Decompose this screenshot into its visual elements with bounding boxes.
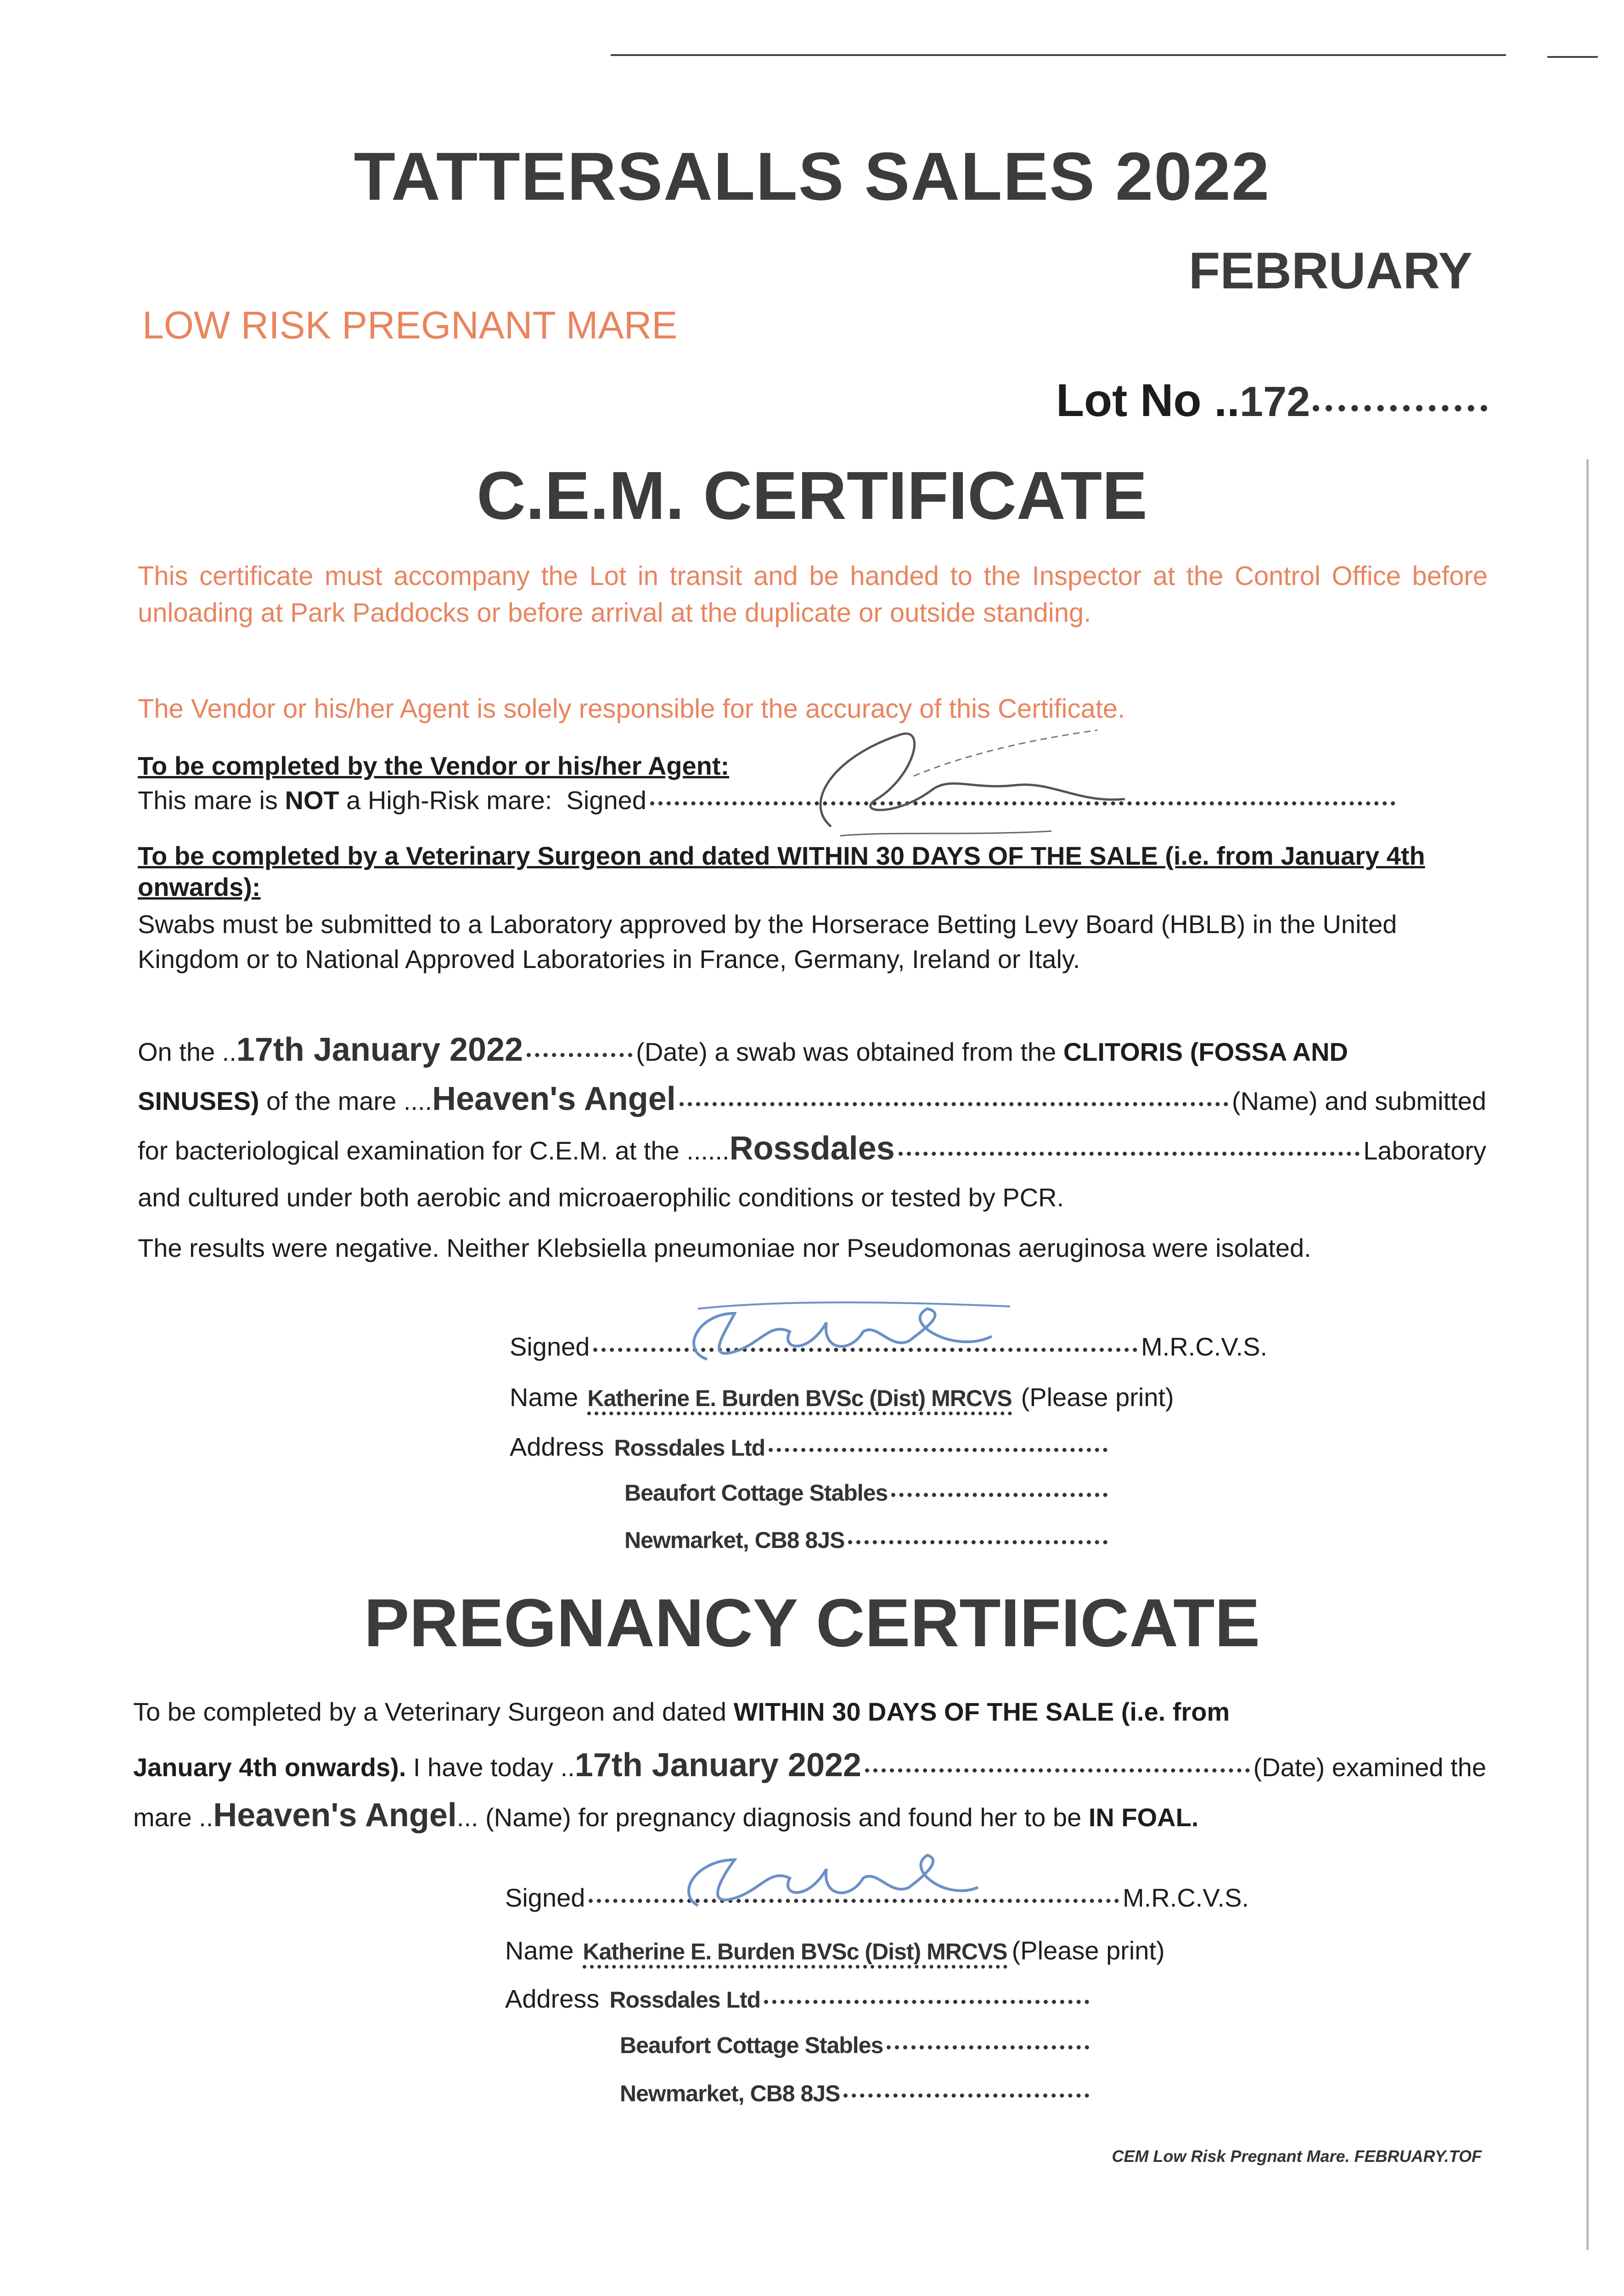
name-label: Name xyxy=(505,1936,574,1965)
dotted-fill xyxy=(899,1152,1360,1156)
lot-number xyxy=(1056,374,1487,427)
laboratory-label: Laboratory xyxy=(1363,1136,1486,1165)
dotted-fill xyxy=(680,1102,1228,1106)
bacteriological-text: for bacteriological examination for C.E.M. at the ...... xyxy=(138,1136,730,1165)
swab-date-text: (Date) a swab was obtained from the xyxy=(636,1037,1063,1066)
name-submitted-text: (Name) and submitted xyxy=(1231,1086,1486,1115)
name-label: Name xyxy=(510,1383,579,1412)
on-the-label: On the .. xyxy=(138,1037,236,1066)
vet-heading xyxy=(138,840,1492,903)
address-line-1: Rossdales Ltd xyxy=(609,1987,761,2013)
exam-date-value: 17th January 2022 xyxy=(574,1747,862,1784)
scan-edge-line xyxy=(1547,56,1598,58)
vet-signature xyxy=(670,1295,1019,1378)
dotted-fill xyxy=(527,1053,632,1057)
swab-date-value: 17th January 2022 xyxy=(236,1031,523,1068)
vendor-heading-text: To be completed by the Vendor or his/her Agent: xyxy=(138,751,730,780)
pregnancy-heading: PREGNANCY CERTIFICATE xyxy=(364,1585,1260,1661)
cem-address-row-2 xyxy=(624,1480,1111,1506)
vet-signature xyxy=(666,1841,987,1924)
responsibility-notice: The Vendor or his/her Agent is solely responsible for the accuracy of this Certificate. xyxy=(138,694,1125,724)
pregnancy-line-1 xyxy=(133,1697,1486,1727)
scan-edge-line xyxy=(1586,459,1589,2250)
cem-heading: C.E.M. CERTIFICATE xyxy=(477,458,1147,534)
january-4th-label: January 4th onwards). xyxy=(133,1753,406,1782)
pregnancy-diagnosis-text: ... (Name) for pregnancy diagnosis and found her to be xyxy=(456,1803,1089,1832)
swabs-instructions: Swabs must be submitted to a Laboratory approved by the Horserace Betting Levy Board (HBLB) in the United Kingdom or to National Approved Laboratories in France, Germany, Ireland or Italy. xyxy=(138,910,1397,974)
dotted-fill xyxy=(769,1448,1107,1452)
address-line-3: Newmarket, CB8 8JS xyxy=(624,1527,845,1553)
pregnancy-mare-name-value: Heaven's Angel xyxy=(213,1797,457,1834)
cem-name-row xyxy=(510,1382,1174,1415)
date-examined-text: (Date) examined the xyxy=(1253,1753,1486,1782)
address-line-2: Beaufort Cottage Stables xyxy=(620,2032,883,2058)
dotted-fill xyxy=(843,2093,1089,2098)
vendor-not-text: NOT xyxy=(285,786,339,815)
laboratory-row xyxy=(138,1130,1486,1167)
dotted-fill xyxy=(764,2000,1089,2004)
mare-label: mare .. xyxy=(133,1803,214,1832)
results-text: The results were negative. Neither Klebsiella pneumoniae nor Pseudomonas aeruginosa were isolated. xyxy=(138,1233,1311,1262)
scan-edge-line xyxy=(611,54,1506,56)
swab-date-row xyxy=(138,1031,1486,1069)
address-label: Address xyxy=(510,1432,604,1461)
mrcvs-label: M.R.C.V.S. xyxy=(1141,1332,1267,1361)
pregnancy-line-3 xyxy=(133,1796,1486,1834)
dotted-fill xyxy=(848,1540,1107,1544)
pregnancy-line-2 xyxy=(133,1746,1486,1784)
clitoris-label: CLITORIS (FOSSA AND xyxy=(1063,1037,1348,1066)
footer-code: CEM Low Risk Pregnant Mare. FEBRUARY.TOF xyxy=(1112,2147,1482,2166)
laboratory-value: Rossdales xyxy=(729,1130,895,1167)
of-the-mare-label: of the mare .... xyxy=(259,1086,433,1115)
vendor-heading xyxy=(138,751,729,781)
i-have-today-text: I have today .. xyxy=(406,1753,575,1782)
pregnancy-address-row-3 xyxy=(620,2080,1093,2107)
address-label: Address xyxy=(505,1984,600,2013)
pregnancy-address-row xyxy=(505,1984,1093,2014)
lot-label: Lot No .. xyxy=(1056,375,1240,426)
signed-label: Signed xyxy=(510,1332,590,1361)
page-title: TATTERSALLS SALES 2022 xyxy=(354,139,1270,214)
cem-address-row-3 xyxy=(624,1527,1111,1553)
vendor-signed-label: a High-Risk mare: Signed xyxy=(339,786,646,815)
signed-label: Signed xyxy=(505,1883,585,1912)
vendor-signature-row xyxy=(138,785,1399,815)
address-line-1: Rossdales Ltd xyxy=(614,1435,765,1461)
mare-name-value: Heaven's Angel xyxy=(432,1080,676,1117)
dotted-fill xyxy=(865,1768,1250,1773)
pregnancy-name-row xyxy=(505,1936,1165,1969)
cem-address-row xyxy=(510,1432,1111,1462)
address-line-2: Beaufort Cottage Stables xyxy=(624,1480,888,1506)
culture-text: and cultured under both aerobic and microaerophilic conditions or tested by PCR. xyxy=(138,1183,1064,1212)
dotted-fill xyxy=(887,2045,1089,2049)
mrcvs-label: M.R.C.V.S. xyxy=(1123,1883,1249,1912)
please-print-label: (Please print) xyxy=(1021,1383,1174,1412)
vet-name-value: Katherine E. Burden BVSc (Dist) MRCVS xyxy=(587,1385,1011,1415)
sinuses-label: SINUSES) xyxy=(138,1086,259,1115)
pregnancy-intro-text: To be completed by a Veterinary Surgeon and dated xyxy=(133,1697,734,1726)
category-label: LOW RISK PREGNANT MARE xyxy=(142,304,678,347)
dotted-fill xyxy=(1313,405,1487,411)
mare-name-row xyxy=(138,1080,1486,1118)
vet-heading-text: To be completed by a Veterinary Surgeon and dated WITHIN 30 DAYS OF THE SALE (i.e. from January 4th onwards): xyxy=(138,841,1425,901)
vet-name-value: Katherine E. Burden BVSc (Dist) MRCVS xyxy=(583,1938,1007,1969)
address-line-3: Newmarket, CB8 8JS xyxy=(620,2081,840,2106)
lot-value: 172 xyxy=(1239,378,1310,425)
pregnancy-address-row-2 xyxy=(620,2032,1093,2059)
within-30-days-label: WITHIN 30 DAYS OF THE SALE (i.e. from xyxy=(733,1697,1230,1726)
vendor-signature xyxy=(776,721,1208,859)
vendor-line-text: This mare is xyxy=(138,786,285,815)
please-print-label: (Please print) xyxy=(1011,1936,1165,1965)
dotted-fill xyxy=(891,1493,1107,1497)
month-label: FEBRUARY xyxy=(1188,242,1472,299)
transit-notice: This certificate must accompany the Lot in transit and be handed to the Inspector at the Control Office before unloading at Park Paddocks or before arrival at the duplicate or outside standing. xyxy=(138,561,1488,628)
in-foal-label: IN FOAL. xyxy=(1088,1803,1199,1832)
